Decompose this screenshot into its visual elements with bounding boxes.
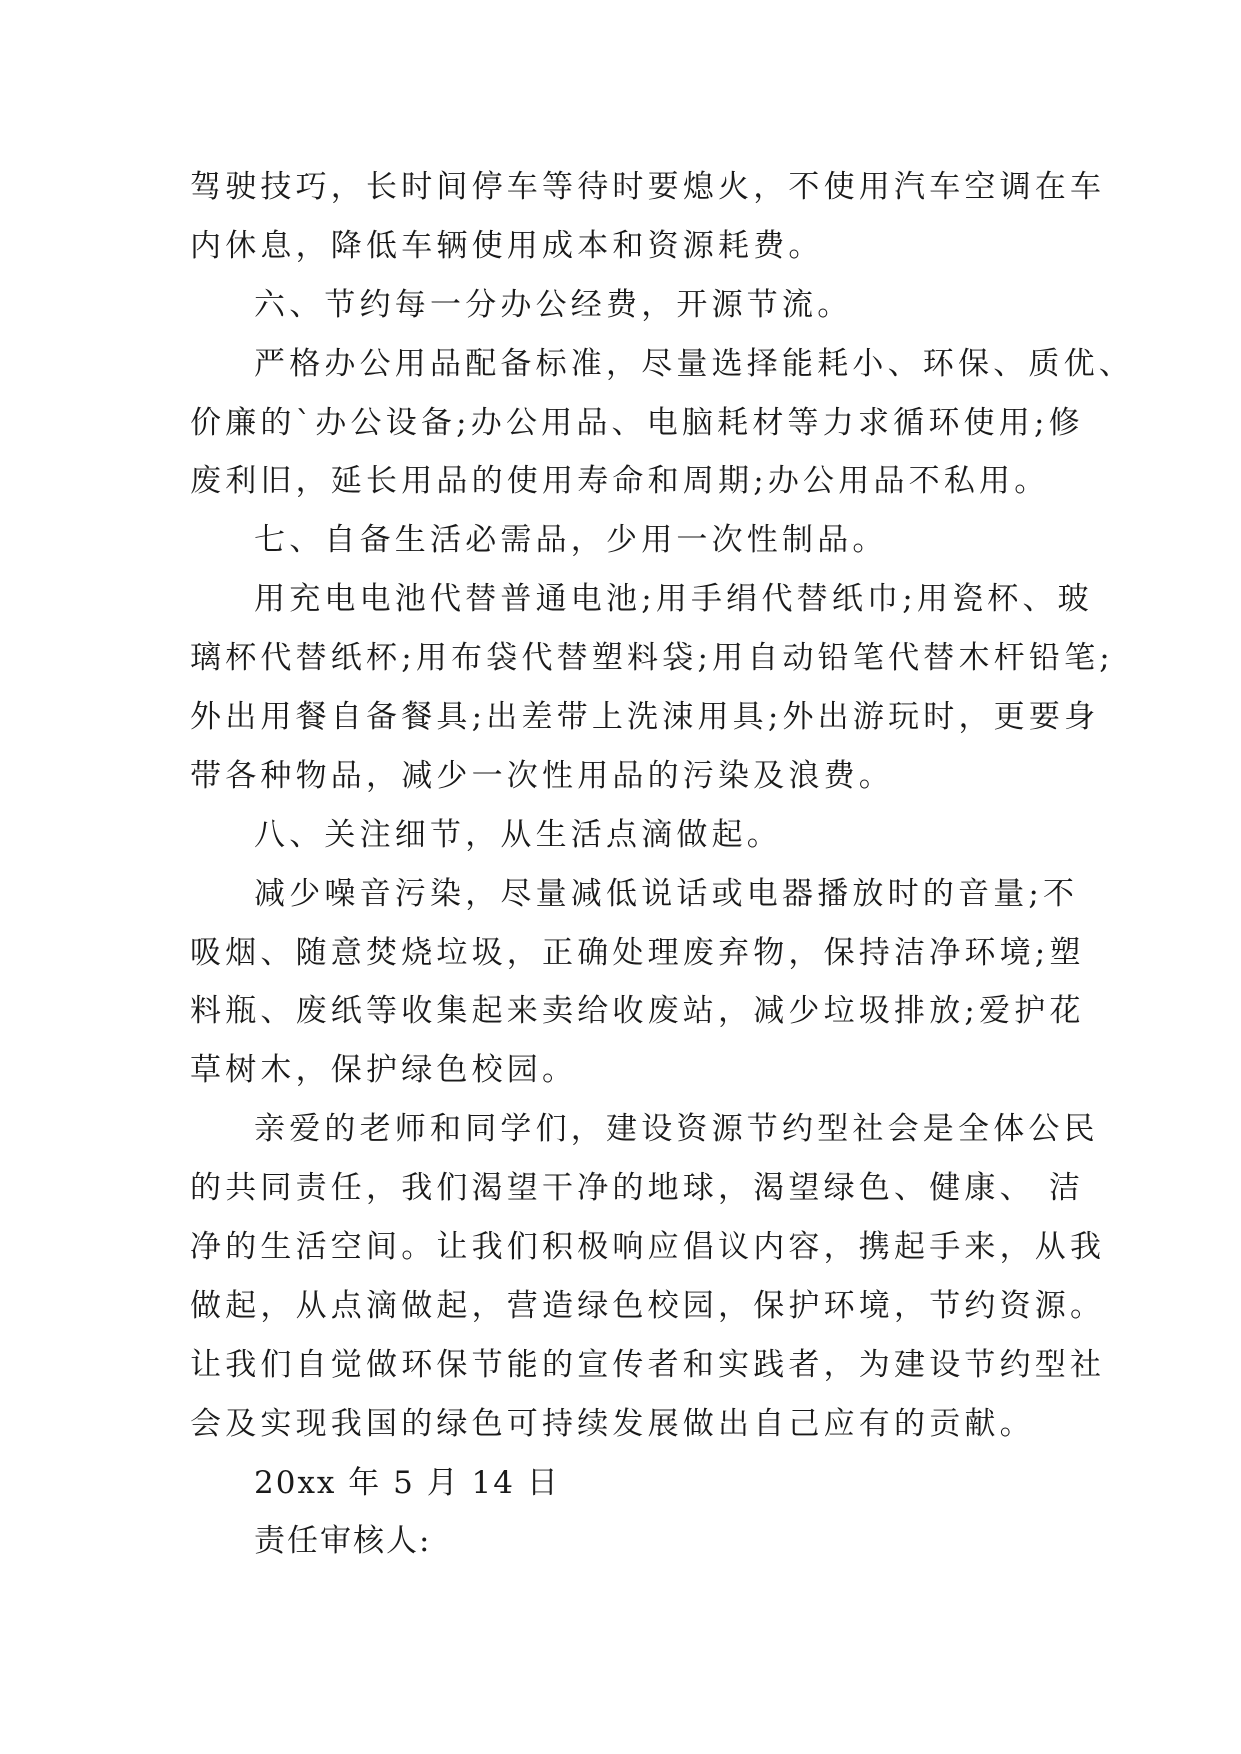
text-line: 吸烟、随意焚烧垃圾，正确处理废弃物，保持洁净环境;塑: [190, 934, 1085, 971]
document-date: 20xx 年 5 月 14 日: [254, 1464, 560, 1501]
paragraph-details: [190, 865, 1085, 1101]
section-heading: 八、关注细节，从生活点滴做起。: [254, 816, 782, 853]
text-line: 驾驶技巧，长时间停车等待时要熄火，不使用汽车空调在车: [190, 169, 1106, 205]
section-heading: 七、自备生活必需品，少用一次性制品。: [254, 522, 888, 559]
text-line: 料瓶、废纸等收集起来卖给收废站，减少垃圾排放;爱护花: [190, 993, 1085, 1030]
text-line: 带各种物品，减少一次性用品的污染及浪费。: [190, 757, 894, 794]
paragraph-office-supplies: [190, 335, 1134, 512]
text-line: 草树木，保护绿色校园。: [190, 1052, 578, 1089]
text-line: 内休息，降低车辆使用成本和资源耗费。: [190, 227, 824, 264]
reviewer-block: [190, 1512, 1060, 1571]
text-line: 外出用餐自备餐具;出差带上洗涑用具;外出游玩时，更要身: [190, 699, 1100, 736]
reviewer-label: 责任审核人:: [254, 1523, 432, 1560]
heading-six: [190, 276, 1060, 335]
text-line: 的共同责任，我们渴望干净的地球，渴望绿色、健康、 洁: [190, 1170, 1085, 1207]
document-body: [190, 158, 1134, 1571]
heading-seven: [190, 511, 1060, 570]
paragraph-daily-necessities: [190, 570, 1114, 806]
text-line: 璃杯代替纸杯;用布袋代替塑料袋;用自动铅笔代替木杆铅笔;: [190, 640, 1114, 677]
text-line: 废利旧，延长用品的使用寿命和周期;办公用品不私用。: [190, 463, 1050, 500]
text-line: 亲爱的老师和同学们，建设资源节约型社会是全体公民: [254, 1111, 1099, 1148]
paragraph-closing-appeal: [190, 1100, 1106, 1453]
date-block: [190, 1454, 1060, 1513]
text-line: 会及实现我国的绿色可持续发展做出自己应有的贡献。: [190, 1405, 1035, 1442]
text-line: 让我们自觉做环保节能的宣传者和实践者，为建设节约型社: [190, 1346, 1106, 1383]
paragraph-driving-tips: [190, 158, 1106, 276]
text-line: 减少噪音污染，尽量减低说话或电器播放时的音量;不: [254, 875, 1079, 912]
text-line: 价廉的`办公设备;办公用品、电脑耗材等力求循环使用;修: [190, 404, 1084, 441]
text-line: 用充电电池代替普通电池;用手绢代替纸巾;用瓷杯、玻: [254, 581, 1093, 618]
text-line: 做起，从点滴做起，营造绿色校园，保护环境，节约资源。: [190, 1287, 1106, 1324]
heading-eight: [190, 806, 1060, 865]
text-line: 净的生活空间。让我们积极响应倡议内容，携起手来，从我: [190, 1229, 1106, 1266]
section-heading: 六、节约每一分办公经费，开源节流。: [254, 286, 853, 323]
text-line: 严格办公用品配备标准，尽量选择能耗小、环保、质优、: [254, 345, 1134, 382]
